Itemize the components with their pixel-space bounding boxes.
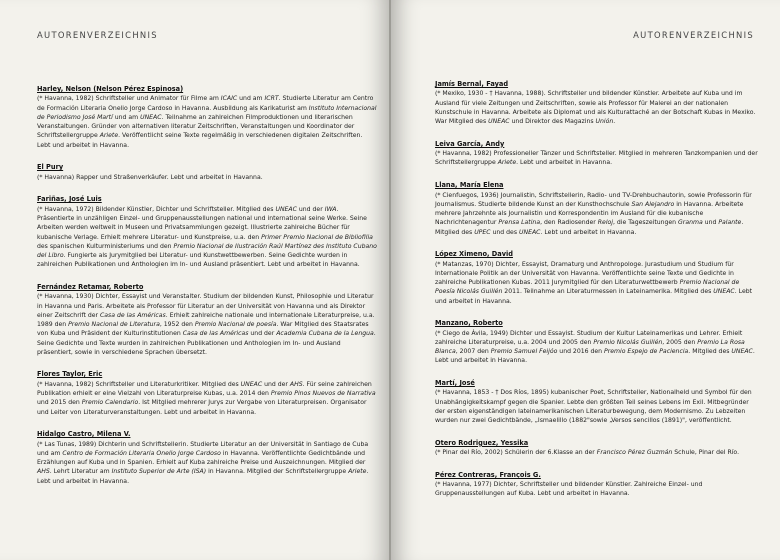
author-entry [435,379,760,425]
author-name: Fernández Retamar, Roberto [37,282,144,291]
right-entry-list [435,80,760,512]
author-bio: (* Havanna, 1982) Schriftsteller und Literaturkritiker. Mitglied des UNEAC und der AHS. Für seine zahlreichen Publikation erhielt er eine Vielzahl von Literaturpreise Kubas, u.a. 2014 den Premio Pinos Nuevos de Narrativa und 2015 den Premio Calendario. Ist Mitglied mehrerer Jurys zur Vergabe von Literaturpreisen. Organisator und Leiter von Literaturveranstaltungen. Lebt und arbeitet in Havanna. [37,380,376,416]
author-bio: (* Havanna, 1853 - † Dos Ríos, 1895) kubanischer Poet, Schriftsteller, Nationalheld und Symbol für den Unabhängigkeitskampf gegen die Spanier. Lebte den größten Teil seines Lebens im Exil. Mitbegründer der ersten eigenständigen lateinamerikanischen Literaturbewegung, dem Modernismo. Zu Lebzeiten wurden nur zwei Gedichtbände, „Ismaelillo (1882"sowie „Versos sencillos (1891)", veröffentlicht. [435,389,752,425]
author-name: López Ximeno, David [435,250,513,259]
left-entry-list [37,85,377,499]
author-name: Flores Taylor, Eric [37,370,103,379]
author-entry [37,163,377,182]
author-bio: (* Havanna, 1977) Dichter, Schriftsteller und bildender Künstler. Zahlreiche Einzel- und Gruppenausstellungen auf Kuba. Lebt und arbeitet in Havanna. [435,481,703,498]
author-name: Jamís Bernal, Fayad [435,80,509,88]
author-bio: (* Havanna, 1972) Bildender Künstler, Dichter und Schriftsteller. Mitglied des UNEAC und der IWA. Präsentierte in unzähligen Einzel- und Gruppenausstellungen national und international seine Werke. Seine Arbeiten werden weltweit in Museen und Privatsammlungen gezeigt. Illustrierte zahlreiche Bücher für kubanische Verlage. Erhielt mehrere Literatur- und Kunstpreise, u.a. den Primer Premio Nacional de Bibliofilia des spanischen Kulturministeriums und den Premio Nacional de Ilustración Raúl Martínez des Instituto Cubano del Libro. Fungierte als Jurymitglied bei Literatur- und Kunstwettbewerben. Seine Gedichte wurden in zahlreichen Publikationen und Anthologien im In- und Ausland präsentiert. Lebt und arbeitet in Havanna. [37,205,377,269]
author-name: Hidalgo Castro, Milena V. [37,430,131,439]
author-entry [37,283,377,357]
author-name: Pérez Contreras, François G. [435,470,541,479]
author-bio: (* Havanna, 1930) Dichter, Essayist und Veranstalter. Studium der bildenden Kunst, Philosophie und Literatur in Havanna und Paris. Arbeitete als Professor für Literatur an der Universität von Havanna und als Direktor einer Zeitschrift der Casa de las Américas. Erhielt zahlreiche nationale und internationale Literaturpreise, u.a. 1989 den Premio Nacional de Literatura, 1952 den Premio Nacional de poesía. War Mitglied des Staatsrates von Kuba und Präsident der Kulturinstitutionen Casa de las Américas und der Academia Cubana de la Lengua. Seine Gedichte und Texte wurden in zahlreichen Publikationen und Anthologien im In- und Ausland präsentiert, sowie in verschiedene Sprachen übersetzt. [37,293,376,356]
author-entry [435,250,760,306]
author-entry [37,85,377,150]
author-entry [37,370,377,416]
author-bio: (* Ciego de Ávila, 1949) Dichter und Essayist. Studium der Kultur Lateinamerikas und Lehrer. Erhielt zahlreiche Literaturpreise, u.a. 2004 und 2005 den Premio Nicolás Guillén, 2005 den Premio La Rosa Blanca, 2007 den Premio Samuel Feijóo und 2016 den Premio Espejo de Paciencia. Mitglied des UNEAC. Lebt und arbeitet in Havanna. [435,329,755,365]
author-bio: (* Havanna, 1982) Schriftsteller und Animator für Filme am ICAIC und am ICRT. Studierte Literatur am Centro de Formación Literaria Onelio Jorge Cardoso in Havanna. Ausbildung als Karikaturist am Instituto Internacional de Periodismo José Martí und am UNEAC. Teilnahme an zahlreichen Filmproduktionen und literarischen Veranstaltungen. Gründer von alternativen literatur Zeitschriften, Veranstaltungen und Koordinator der Schriftstellergruppe Ariete. Veröffentlicht seine Texte regelmäßig in verschiedenen digitalen Zeitschriften. Lebt und arbeitet in Havanna. [37,95,377,149]
author-bio: (* Matanzas, 1970) Dichter, Essayist, Dramaturg und Anthropologe. Jurastudium und Studium für Internationale Politik an der Universität von Havanna. Veröffentlichte seine Texte und Gedichte in zahlreiche Publikationen Kubas. 2011 Jurymitglied für den Literaturwettbewerb Premio Nacional de Poesía Nicolás Guillén 2011. Teilnahme an Literaturmessen in Lateinamerika. Mitglied des UNEAC. Lebt und arbeitet in Havanna. [435,260,753,305]
author-entry [435,80,760,126]
author-entry [37,430,377,486]
author-name: Leiva García, Andy [435,139,505,148]
author-bio: (* Havanna, 1982) Professioneller Tänzer und Schriftsteller. Mitglied in mehreren Tanzkompanien und der Schriftstellergruppe Ariete. Lebt und arbeitet in Havanna. [435,150,758,167]
author-name: Manzano, Roberto [435,319,503,328]
author-bio: (* Mexiko, 1930 - † Havanna, 1988). Schriftsteller und bildender Künstler. Arbeitete auf Kuba und im Ausland für viele Zeitungen und Zeitschriften, sowie als Professor für Malerei an der nationalen Kunstschule in Havanna. Arbeitete als Diplomat und als Kulturattaché an der Botschaft Kubas in Mexiko. War Mitglied des UNEAC und Direktor des Magazins Unión. [435,90,756,126]
author-bio: (* Cienfuegos, 1936) Journalistin, Schriftstellerin, Radio- und TV-Drehbuchautorin, sowie Professorin für Journalismus. Studierte bildende Kunst an der Kunsthochschule San Alejandro in Havanna. Arbeitete mehrere Jahrzehnte als Journalistin und Korrespondentin im Ausland für die kubanische Nachrichtenagentur Prensa Latina, den Radiosender Reloj, die Tageszeitungen Granma und Palante. Mitglied des UPEC und des UNEAC. Lebt und arbeitet in Havanna. [435,191,752,236]
author-entry [435,140,760,168]
author-entry [37,195,377,269]
right-page [391,0,780,560]
author-entry [435,471,760,499]
author-entry [435,439,760,458]
author-name: Harley, Nelson (Nelson Pérez Espinosa) [37,85,184,93]
author-name: El Pury [37,163,64,172]
author-name: Fariñas, José Luis [37,195,102,204]
author-name: Otero Rodriguez, Yessika [435,438,529,447]
author-bio: (* Pinar del Río, 2002) Schülerin der 6.Klasse an der Francisco Pérez Guzmán Schule, Pinar del Río. [435,449,740,457]
author-name: Llana, María Elena [435,181,504,190]
left-running-head: AUTORENVERZEICHNIS [37,30,158,40]
author-entry [435,181,760,237]
author-name: Martí, José [435,378,475,387]
author-bio: (* Havanna) Rapper und Straßenverkäufer. Lebt und arbeitet in Havanna. [37,173,263,181]
author-entry [435,319,760,365]
author-bio: (* Las Tunas, 1989) Dichterin und Schriftstellerin. Studierte Literatur an der Universität in Santiago de Cuba und am Centro de Formación Literaria Onelio Jorge Cardoso in Havanna. Veröffentlichte Gedichtbände und Erzählungen auf Kuba und in Spanien. Erhielt auf Kuba zahlreiche Preise und Auszeichnungen. Mitglied der AHS. Lehrt Literatur am Instituto Superior de Arte (ISA) in Havanna. Mitglied der Schriftstellergruppe Ariete. Lebt und arbeitet in Havanna. [37,440,369,485]
left-page [0,0,389,560]
right-running-head: AUTORENVERZEICHNIS [633,30,754,40]
